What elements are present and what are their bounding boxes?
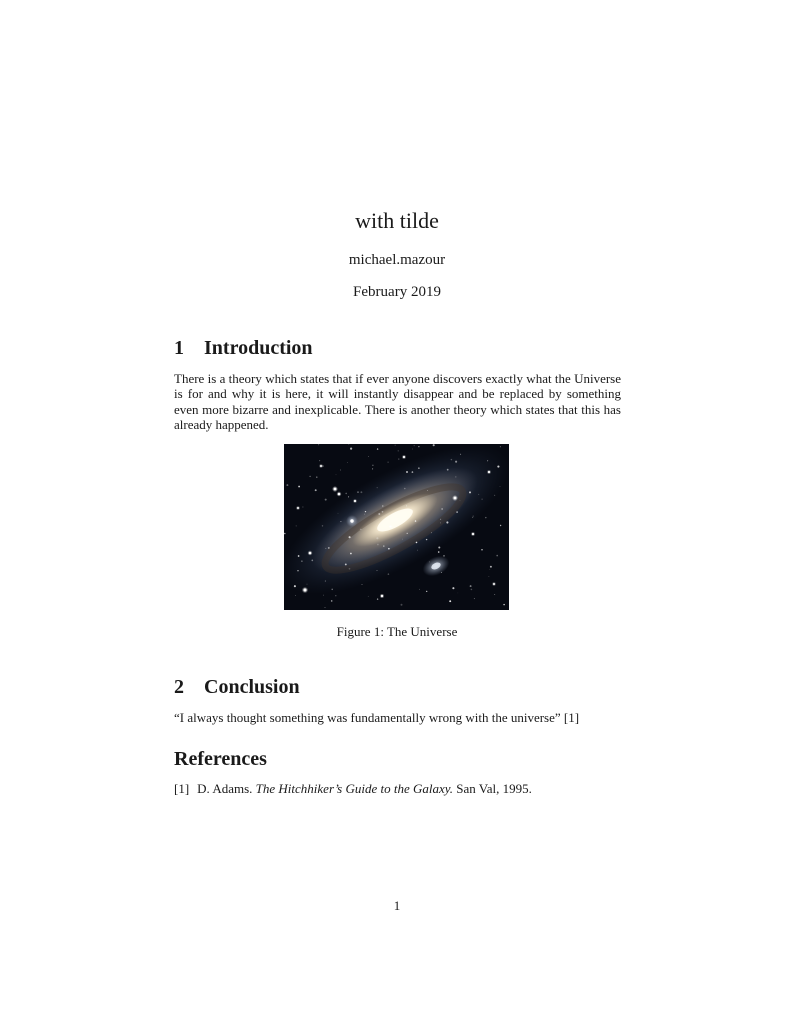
section-heading-introduction bbox=[174, 337, 621, 359]
section-title: Conclusion bbox=[204, 676, 300, 698]
figure-caption: Figure 1: The Universe bbox=[336, 624, 458, 639]
reference-title: The Hitchhiker’s Guide to the Galaxy. bbox=[255, 781, 454, 796]
reference-authors: D. Adams. bbox=[197, 781, 253, 796]
companion-galaxy-m32 bbox=[346, 515, 358, 527]
section-title: Introduction bbox=[204, 337, 313, 359]
figure-universe bbox=[284, 444, 509, 610]
section-heading-conclusion bbox=[174, 676, 621, 698]
reference-entry bbox=[174, 781, 634, 796]
reference-label: [1] bbox=[174, 781, 190, 796]
conclusion-paragraph: “I always thought something was fundamentally wrong with the universe” [1] bbox=[174, 710, 580, 725]
document-date: February 2019 bbox=[353, 284, 441, 300]
reference-text bbox=[197, 781, 532, 796]
reference-publisher: San Val, 1995. bbox=[456, 781, 532, 796]
page-title: with tilde bbox=[355, 208, 439, 233]
section-number: 1 bbox=[174, 337, 184, 359]
introduction-paragraph: There is a theory which states that if ever anyone discovers exactly what the Universe is for and why it is here, it will instantly disappear and be replaced by something even more bizarre and inexplicable. There is another theory which states that this has already happened. bbox=[174, 371, 621, 432]
page-number: 1 bbox=[393, 898, 401, 913]
section-number: 2 bbox=[174, 676, 184, 698]
references-heading: References bbox=[174, 748, 267, 770]
document-author: michael.mazour bbox=[348, 252, 446, 268]
galaxy-image bbox=[284, 444, 509, 610]
